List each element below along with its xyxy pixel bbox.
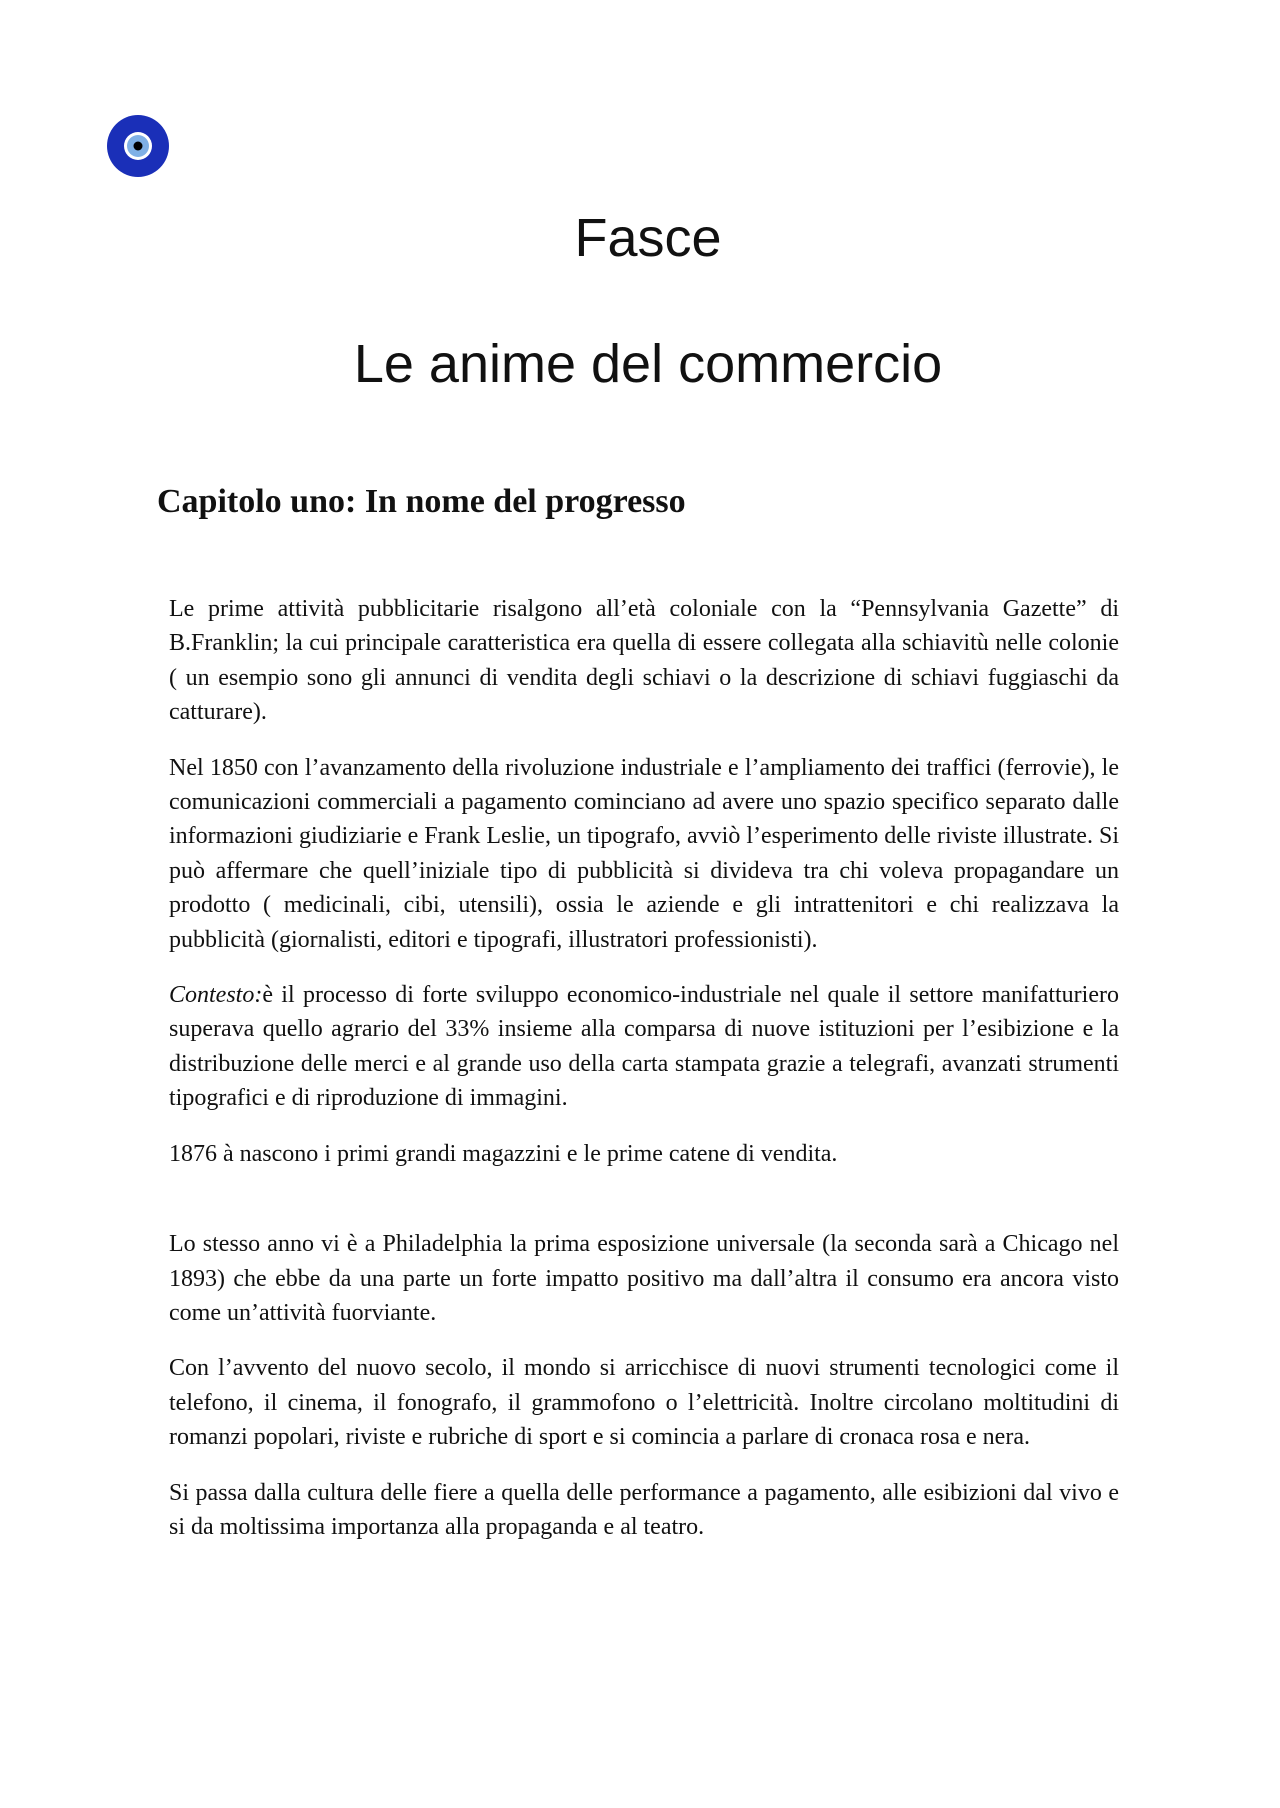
- nazar-eye-graphic: [106, 114, 170, 178]
- chapter-heading: Capitolo uno: In nome del progresso: [157, 483, 686, 520]
- contesto-text: è il processo di forte sviluppo economico-industriale nel quale il settore manifatturiero superava quello agrario del 33% insieme alla comparsa di nuove istituzioni per l’esibizione e la distribuzione delle merci e al grande uso della carta stampata grazie a telegrafi, avanzati strumenti tipografici e di riproduzione di immagini.: [169, 982, 1119, 1112]
- paragraph-contesto: [169, 978, 1119, 1116]
- document-title: Fasce: [574, 208, 722, 268]
- paragraph-1876: 1876 à nascono i primi grandi magazzini e le prime catene di vendita.: [169, 1140, 838, 1167]
- paragraph-philadelphia: Lo stesso anno vi è a Philadelphia la prima esposizione universale (la seconda sarà a Chicago nel 1893) che ebbe da una parte un forte impatto positivo ma dall’altra il consumo era ancora visto come un’attività fuorviante.: [169, 1231, 1119, 1326]
- document-subtitle: Le anime del commercio: [353, 334, 943, 394]
- nazar-eye-icon: [106, 114, 170, 178]
- paragraph-fairs: Si passa dalla cultura delle fiere a quella delle performance a pagamento, alle esibizioni dal vivo e si da moltissima importanza alla propaganda e al teatro.: [169, 1479, 1119, 1540]
- document-body: [169, 592, 1119, 1565]
- contesto-label: Contesto:: [169, 982, 263, 1009]
- paragraph-1850: Nel 1850 con l’avanzamento della rivoluzione industriale e l’ampliamento dei traffici (ferrovie), le comunicazioni commerciali a pagamento cominciano ad avere uno spazio specifico separato dalle informazioni giudiziarie e Frank Leslie, un tipografo, avviò l’esperimento delle riviste illustrate. Si può affermare che quell’iniziale tipo di pubblicità si divideva tra chi voleva propagandare un prodotto ( medicinali, cibi, utensili), ossia le aziende e gli intrattenitori e chi realizzava la pubblicità (giornalisti, editori e tipografi, illustratori professionisti).: [169, 754, 1119, 953]
- paragraph-new-century: Con l’avvento del nuovo secolo, il mondo si arricchisce di nuovi strumenti tecnologici come il telefono, il cinema, il fonografo, il grammofono o l’elettricità. Inoltre circolano moltitudini di romanzi popolari, riviste e rubriche di sport e si comincia a parlare di cronaca rosa e nera.: [169, 1355, 1119, 1451]
- paragraph-colonial-era: Le prime attività pubblicitarie risalgono all’età coloniale con la “Pennsylvania Gazette” di B.Franklin; la cui principale caratteristica era quella di essere collegata alla schiavitù nelle colonie ( un esempio sono gli annunci di vendita degli schiavi o la descrizione di schiavi fuggiaschi da catturare).: [169, 596, 1119, 726]
